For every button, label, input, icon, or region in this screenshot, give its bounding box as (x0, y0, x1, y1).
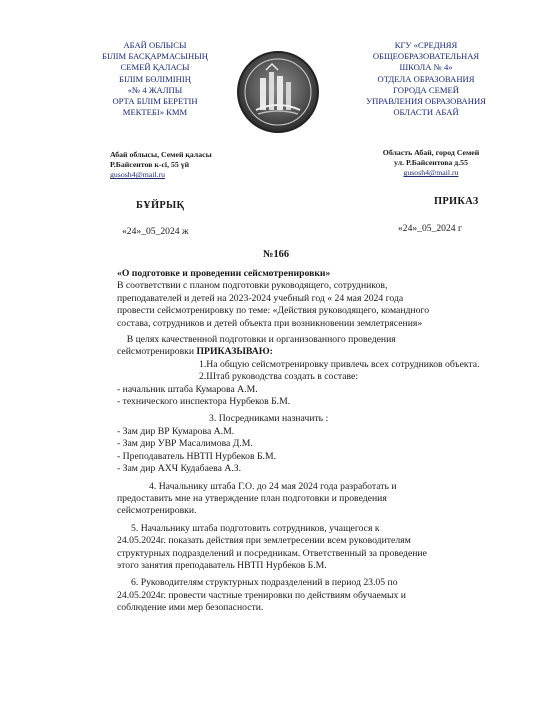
address-line: Область Абай, город Семей (382, 148, 480, 157)
email-link[interactable]: gusosh4@mail.ru (110, 170, 166, 180)
header-left-address (110, 150, 212, 181)
intro-line: состава, сотрудников и детей объекта при возникновении землетрясения» (117, 317, 423, 329)
header-left-line: СЕМЕЙ ҚАЛАСЫ (120, 62, 190, 73)
address-line: ул. Р.Байсеитова д.55 (394, 158, 468, 168)
item-5-line: 24.05.2024г. показать действия при землетресении всем руководителям (117, 535, 411, 547)
header-left-line: АБАЙ ОБЛЫСЫ (123, 40, 187, 50)
header-right-line: ОБЛАСТИ АБАЙ (393, 107, 459, 118)
header-right-line: ГОРОДА СЕМЕЙ (393, 84, 459, 95)
order-title-ru: ПРИКАЗ (434, 196, 479, 207)
header-right-address (356, 148, 506, 179)
staff-line: - технического инспектора Нурбеков Б.М. (117, 396, 291, 408)
header-right-line: УПРАВЛЕНИЯ ОБРАЗОВАНИЯ (366, 96, 486, 107)
order-body (117, 268, 480, 615)
item-3: 3. Посредниками назначить : (209, 413, 329, 425)
mediator-line: - Зам дир АХЧ Кудабаева А.З. (117, 463, 242, 475)
header-right-line: ШКОЛА № 4» (399, 62, 453, 73)
mediator-line: - Преподаватель НВТП Нурбеков Б.М. (117, 450, 276, 462)
school-emblem-icon (236, 50, 320, 139)
header-left-org (80, 40, 230, 118)
header-right-line: КГУ «СРЕДНЯЯ (394, 40, 458, 50)
item-4-line: предоставить мне на утверждение план подготовки и проведения (117, 492, 387, 504)
item-5-line: этого занятия преподаватель НВТП Нурбеков Б.М. (117, 559, 327, 571)
header-right-line: ОТДЕЛА ОБРАЗОВАНИЯ (377, 73, 475, 84)
order-number: №166 (263, 249, 290, 260)
purpose-line: В целях качественной подготовки и организованного проведения (117, 334, 396, 346)
item-4-line: 4. Начальнику штаба Г.О. до 24 мая 2024 года разработать и (149, 480, 397, 492)
item-5-line: структурных подразделений и посредникам. Ответственный за проведение (117, 547, 427, 559)
address-line: Р.Байсеитов к-сі, 55 үй (110, 160, 190, 170)
intro-line: В соответствии с планом подготовки руководящего, сотрудников, (117, 280, 388, 292)
email-link[interactable]: gusosh4@mail.ru (403, 168, 459, 178)
item-5-line: 5. Начальнику штаба подготовить сотрудников, учащегося к (131, 522, 380, 534)
header-left-line: «№ 4 ЖАЛПЫ (127, 84, 183, 95)
item-6-line: 24.05.2024г. провести частные тренировки по действиям обучаемых и (117, 589, 406, 601)
header-right-line: ОБЩЕОБРАЗОВАТЕЛЬНАЯ (372, 51, 480, 62)
order-date-ru: «24»_05_2024 г (398, 223, 462, 234)
item-1: 1.На общую сейсмотренировку привлечь всех сотрудников объекта. (199, 358, 480, 370)
order-title-kz: БҰЙРЫҚ (136, 200, 185, 211)
item-6-line: 6. Руководителям структурных подразделений в период 23.05 по (131, 577, 398, 589)
intro-line: провести сейсмотренировку по теме: «Действия руководящего, командного (117, 305, 430, 317)
staff-line: - начальник штаба Кумарова А.М. (117, 383, 258, 395)
header-left-line: БІЛІМ БӨЛІМІНІҢ (119, 73, 191, 84)
order-date-kz: «24»_05_2024 ж (122, 226, 189, 237)
intro-line: преподавателей и детей на 2023-2024 учебный год « 24 мая 2024 года (117, 292, 404, 304)
header-left-line: БІЛІМ БАСҚАРМАСЫНЫҢ (102, 51, 208, 62)
item-2: 2.Штаб руководства создать в составе: (199, 371, 359, 383)
purpose-line-2 (117, 346, 480, 358)
order-subject: «О подготовке и проведении сейсмотренировки» (117, 268, 331, 279)
purpose-text: сейсмотренировки (117, 346, 195, 358)
item-4-line: сейсмотренировки. (117, 505, 197, 517)
item-6-line: соблюдение ими мер безопасности. (117, 602, 264, 614)
header-left-line: МЕКТЕБІ» КММ (122, 107, 188, 118)
mediator-line: - Зам дир УВР Масалимова Д.М. (117, 438, 253, 450)
mediator-line: - Зам дир ВР Кумарова А.М. (117, 425, 235, 437)
address-line: Абай облысы, Семей қаласы (110, 150, 212, 159)
header-left-line: ОРТА БІЛІМ БЕРЕТІН (112, 96, 198, 107)
orders-word: ПРИКАЗЫВАЮ: (196, 346, 273, 358)
header-right-org (346, 40, 506, 118)
